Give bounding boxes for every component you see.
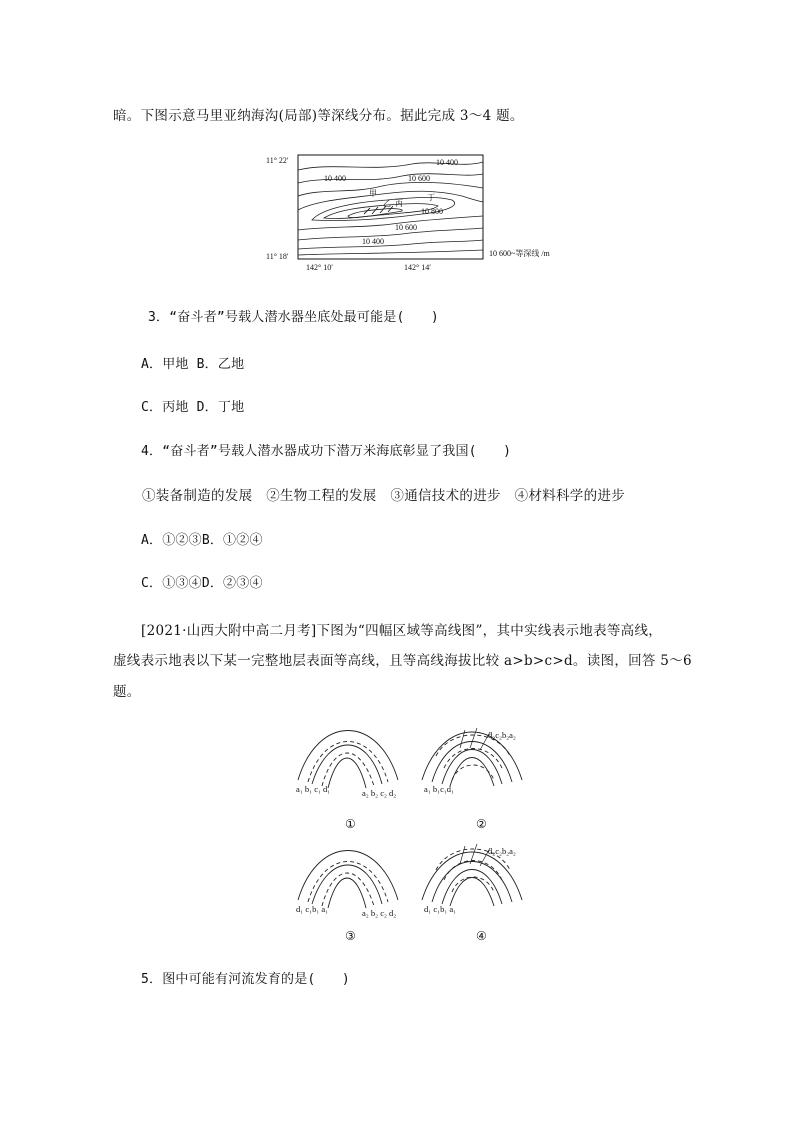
panel-1-left-labels: a₁ b₁ c₁ d₁: [296, 784, 331, 794]
q5-stem: 5．图中可能有河流发育的是( ): [141, 972, 350, 987]
panel-3-number: ③: [345, 929, 356, 943]
trench-contour-map: [262, 150, 602, 275]
panel-1: [298, 731, 398, 789]
panel-1-right-labels: a₂ b₂ c₂ d₂: [362, 788, 397, 798]
material-line-1: [2021·山西大附中高二月考]下图为“四幅区域等高线图”，其中实线表示地表等高线，: [141, 623, 663, 639]
map-lat-bottom: 11° 18′: [266, 252, 289, 261]
place-yi: 乙: [383, 199, 391, 208]
panel-4-number: ④: [476, 929, 487, 943]
panel-3: [298, 851, 398, 909]
map-lon-right: 142° 14′: [404, 263, 431, 272]
q4-stem: 4．“奋斗者”号载人潜水器成功下潜万米海底彰显了我国( ): [141, 444, 512, 459]
contour-label-4: 10 800: [421, 207, 443, 216]
material-line-3: 题。: [113, 684, 141, 700]
contour-label-5: 10 600: [395, 223, 417, 232]
q4-options-ab: A．①②③B．①②④: [141, 533, 263, 548]
place-jia: 甲: [369, 189, 377, 198]
map-legend: 10 600~等深线 /m: [489, 249, 550, 258]
q3-options-ab: A．甲地 B．乙地: [141, 357, 245, 372]
intro-line: 暗。下图示意马里亚纳海沟(局部)等深线分布。据此完成 3～4 题。: [113, 108, 524, 124]
panel-2-top-labels: d₂c₂b₂a₂: [488, 730, 516, 740]
q3-stem: 3．“奋斗者”号载人潜水器坐底处最可能是( ): [148, 310, 439, 325]
material-line-2: 虚线表示地表以下某一完整地层表面等高线，且等高线海拔比较 a>b>c>d。读图，回答 5～6: [113, 653, 692, 669]
panel-4-left-labels: d₁ c₁b₁ a₁: [424, 904, 457, 914]
q4-items: ①装备制造的发展 ②生物工程的发展 ③通信技术的进步 ④材料科学的进步: [142, 488, 625, 504]
place-bing: 丙: [395, 199, 403, 208]
q4-options-cd: C．①③④D．②③④: [141, 576, 263, 591]
panel-3-left-labels: d₁ c₁b₁ a₁: [296, 904, 329, 914]
map-lon-left: 142° 10′: [306, 263, 333, 272]
panel-2-left-labels: a₁ b₁c₁d₁: [424, 784, 455, 794]
contour-label-6: 10 400: [362, 237, 384, 246]
four-contour-panels: [290, 720, 540, 952]
q3-options-cd: C．丙地 D．丁地: [141, 400, 245, 415]
panel-4-top-labels: d₂c₂b₂a₂: [488, 846, 516, 856]
panel-1-number: ①: [345, 817, 356, 831]
panel-2-number: ②: [476, 817, 487, 831]
map-lat-top: 11° 22′: [266, 156, 289, 165]
contour-label-1: 10 400: [436, 158, 458, 167]
place-ding: 丁: [427, 193, 435, 202]
contour-label-3: 10 600: [408, 174, 430, 183]
panel-3-right-labels: a₂ b₂ c₂ d₂: [362, 908, 397, 918]
contour-label-2: 10 400: [324, 174, 346, 183]
